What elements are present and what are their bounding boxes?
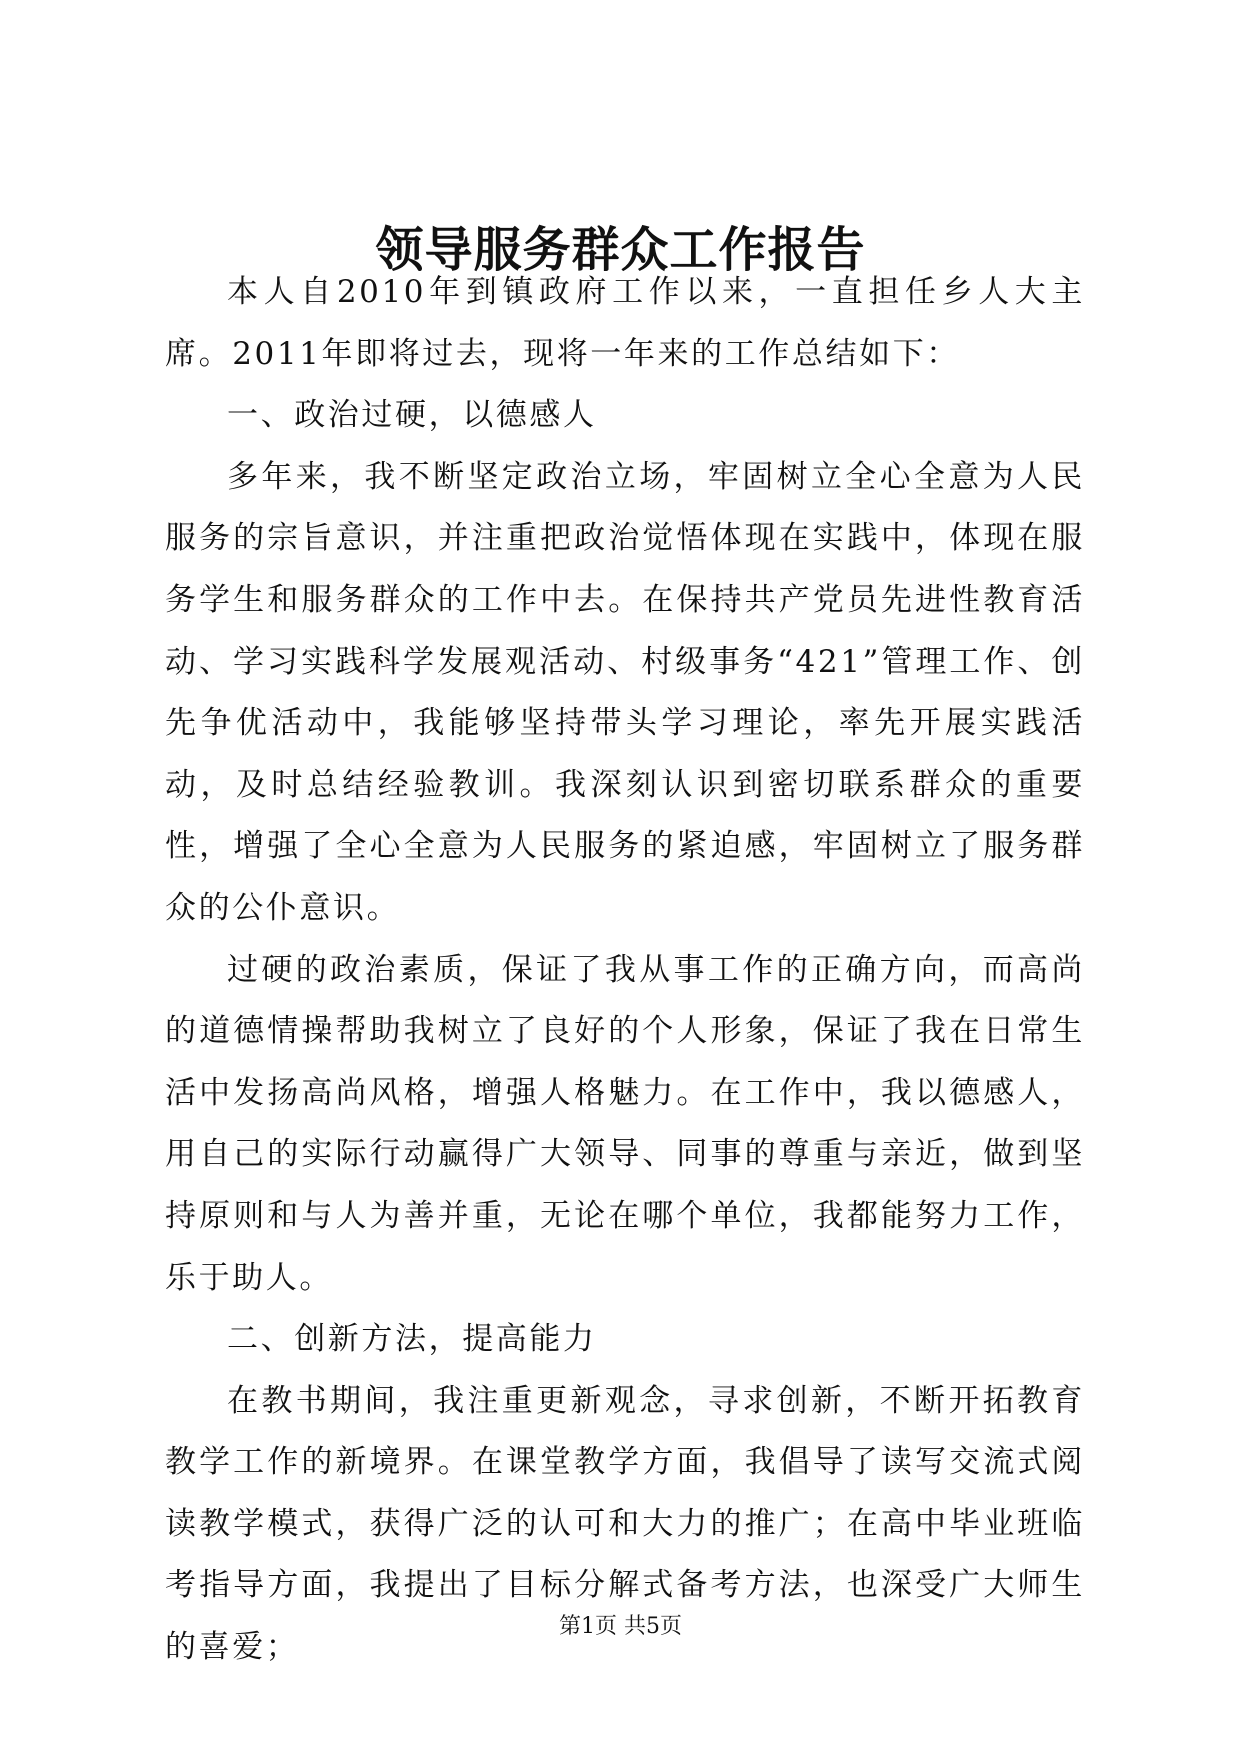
document-body <box>165 262 1085 1679</box>
page-footer: 第1页 共5页 <box>559 1614 682 1639</box>
paragraph-innovation: 在教书期间，我注重更新观念，寻求创新，不断开拓教育教学工作的新境界。在课堂教学方面，我倡导了读写交流式阅读教学模式，获得广泛的认可和大力的推广；在高中毕业班临考指导方面，我提出了目标分解式备考方法，也深受广大师生的喜爱； <box>165 1382 1085 1666</box>
document-title: 领导服务群众工作报告 <box>375 222 866 278</box>
paragraph-politics: 多年来，我不断坚定政治立场，牢固树立全心全意为人民服务的宗旨意识，并注重把政治觉悟体现在实践中，体现在服务学生和服务群众的工作中去。在保持共产党员先进性教育活动、学习实践科学发展观活动、村级事务“421”管理工作、创先争优活动中，我能够坚持带头学习理论，率先开展实践活动，及时总结经验教训。我深刻认识到密切联系群众的重要性，增强了全心全意为人民服务的紧迫感，牢固树立了服务群众的公仆意识。 <box>165 458 1085 926</box>
paragraph-intro: 本人自2010年到镇政府工作以来，一直担任乡人大主席。2011年即将过去，现将一年来的工作总结如下： <box>165 274 1085 372</box>
section-heading-1: 一、政治过硬，以德感人 <box>227 397 597 434</box>
section-heading-2: 二、创新方法，提高能力 <box>227 1321 597 1358</box>
paragraph-morality: 过硬的政治素质，保证了我从事工作的正确方向，而高尚的道德情操帮助我树立了良好的个人形象，保证了我在日常生活中发扬高尚风格，增强人格魅力。在工作中，我以德感人，用自己的实际行动赢得广大领导、同事的尊重与亲近，做到坚持原则和与人为善并重，无论在哪个单位，我都能努力工作，乐于助人。 <box>165 951 1085 1296</box>
